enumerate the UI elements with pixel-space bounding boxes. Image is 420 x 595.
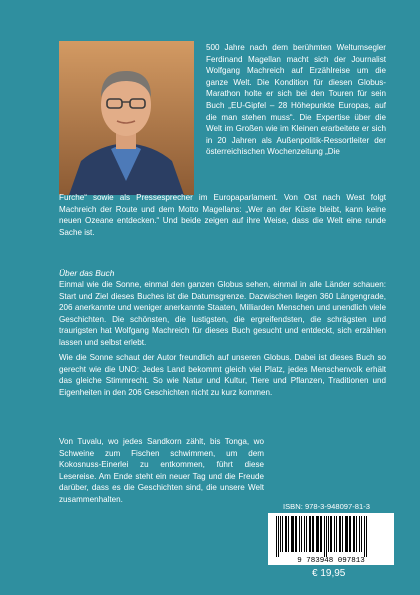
barcode-digits: 9 783948 097813	[297, 557, 365, 565]
author-bio-bottom: Furche“ sowie als Pressesprecher im Europaparlament. Von Ost nach West folgt Machreich der Route und dem Motto Magellans: „Wer an der Küste bleibt, kann keine neuen Ozeane entdecken.“ Und beide zeigen auf ihre Weise, dass die Welt eine runde Sache ist.	[59, 193, 386, 237]
description-paragraph-3: Von Tuvalu, wo jedes Sandkorn zählt, bis Tonga, wo Schweine zum Fischen schwimmen, um dem Kokosnuss-Einerlei zu entkommen, führt diese Lesereise. Am Ende steht ein neuer Tag und die Freude darüber, dass es die Geschichten sind, die unsere Welt zusammenhalten.	[59, 437, 264, 504]
barcode-bar	[316, 516, 319, 552]
section-heading: Über das Buch	[59, 268, 115, 278]
isbn-label: ISBN: 978-3-948097-81-3	[283, 502, 370, 511]
barcode-bar	[330, 516, 332, 552]
barcode-bar	[304, 516, 305, 552]
author-bio-top: 500 Jahre nach dem berühmten Weltumsegler Ferdinand Magellan macht sich der Journalist Wolfgang Machreich auf Erzählreise um die ganze Welt. Die Kondition für diesen Globus-Marathon holte er sich bei den Touren für sein Buch „EU-Gipfel – 28 Höhepunkte Europas, auf die man stehen muss“. Die Expertise über die Welt im Großen wie im Kleinen erarbeitete er sich in 20 Jahren als Außenpolitik-Ressortleiter der österreichischen Wochenzeitung „Die	[206, 43, 386, 157]
barcode-bar	[312, 516, 314, 552]
barcode-bar	[361, 516, 362, 552]
barcode-bar	[320, 516, 322, 552]
barcode-bar	[288, 516, 289, 552]
description-paragraph-2: Wie die Sonne schaut der Autor freundlich auf unseren Globus. Dabei ist dieses Buch so gerecht wie die UNO: Jedes Land bekommt gleich viel Platz, jedes Menschenvolk erhält das gleiche Stimmrecht. So wie Natur und Kultur, Tiere und Pflanzen, Traditionen und Eigenheiten in den 206 Geschichten nicht zu kurz kommen.	[59, 353, 386, 397]
barcode-bar	[342, 516, 343, 552]
barcode	[268, 513, 394, 565]
price-label: € 19,95	[312, 568, 346, 579]
barcode-bar	[366, 516, 367, 557]
barcode-bar	[309, 516, 311, 552]
barcode-bar	[364, 516, 365, 557]
description-paragraph-1: Einmal wie die Sonne, einmal den ganzen Globus sehen, einmal in alle Länder schauen: Start und Ziel dieses Buches ist die Datumsgrenze. Dazwischen liegen 360 Längengrade, 206 anerkannte und weniger anerkannte Staaten, Milliarden Menschen und unendlich viele Geschichten. Die schönsten, die lustigsten, die ergreifendsten, die schrägsten und traurigsten hat Wolfgang Machreich für dieses Buch gesucht und entdeckt, sich erzählen lassen und selbst erlebt.	[59, 280, 386, 347]
barcode-bar	[356, 516, 357, 552]
barcode-bar	[349, 516, 351, 552]
barcode-bar	[306, 516, 307, 552]
barcode-bar	[334, 516, 335, 552]
barcode-bar	[336, 516, 337, 552]
barcode-bar	[280, 516, 281, 552]
barcode-bar	[301, 516, 302, 552]
barcode-bar	[328, 516, 329, 552]
barcode-bar	[339, 516, 341, 552]
barcode-bar	[278, 516, 279, 557]
barcode-bar	[359, 516, 360, 552]
barcode-bar	[285, 516, 287, 552]
barcode-bar	[295, 516, 297, 552]
barcode-bar	[324, 516, 325, 557]
barcode-bar	[353, 516, 355, 552]
barcode-bar	[326, 516, 327, 557]
author-photo	[59, 41, 194, 195]
barcode-bar	[276, 516, 277, 557]
barcode-bar	[299, 516, 300, 552]
barcode-bar	[291, 516, 294, 552]
barcode-bar	[282, 516, 283, 552]
barcode-bar	[345, 516, 348, 552]
